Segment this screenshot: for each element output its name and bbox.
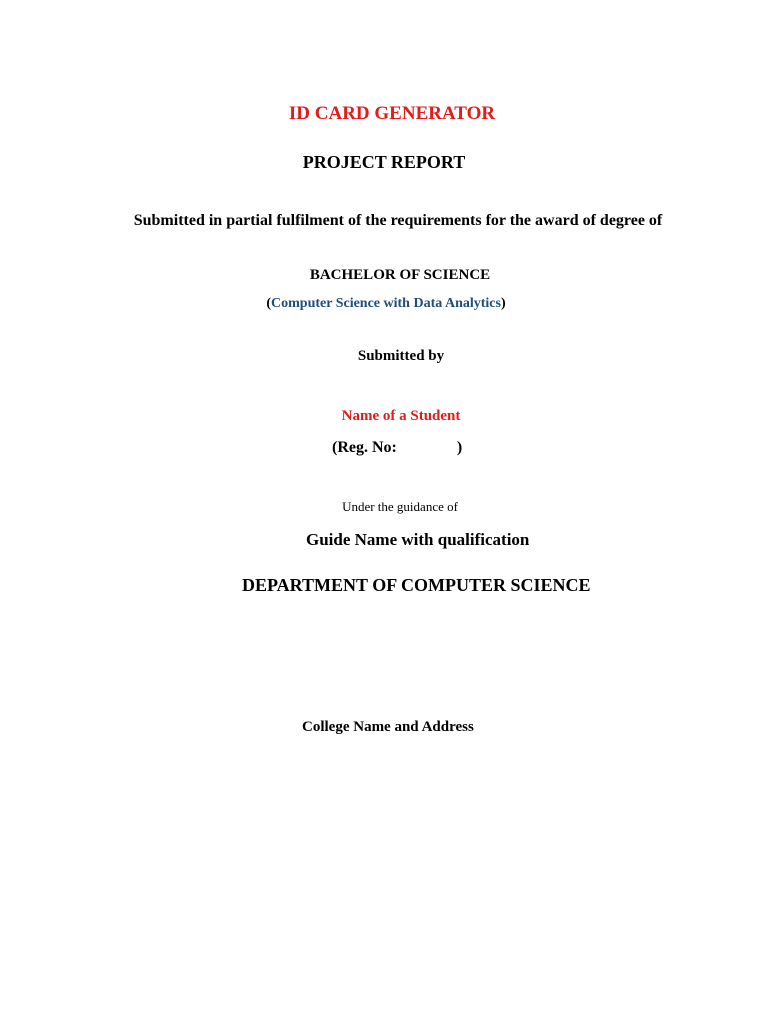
student-name: Name of a Student <box>341 408 461 424</box>
submission-statement: Submitted in partial fulfilment of the requirements for the award of degree of <box>133 212 663 229</box>
submitted-by-label: Submitted by <box>357 348 445 364</box>
registration-close-paren: ) <box>456 439 463 456</box>
project-title: ID CARD GENERATOR <box>288 103 496 124</box>
specialization-close-paren: ) <box>500 296 506 311</box>
specialization-open-paren: ( <box>266 296 272 311</box>
college-name-address: College Name and Address <box>302 719 474 735</box>
degree-name: BACHELOR OF SCIENCE <box>309 267 491 283</box>
registration-number <box>332 440 462 456</box>
guidance-label: Under the guidance of <box>342 499 458 514</box>
specialization-name: Computer Science with Data Analytics <box>271 296 501 311</box>
registration-label: (Reg. No: <box>332 439 397 456</box>
guide-name: Guide Name with qualification <box>306 530 530 549</box>
degree-specialization <box>2 297 768 311</box>
report-type-heading: PROJECT REPORT <box>302 152 466 172</box>
department-name: DEPARTMENT OF COMPUTER SCIENCE <box>242 575 591 595</box>
